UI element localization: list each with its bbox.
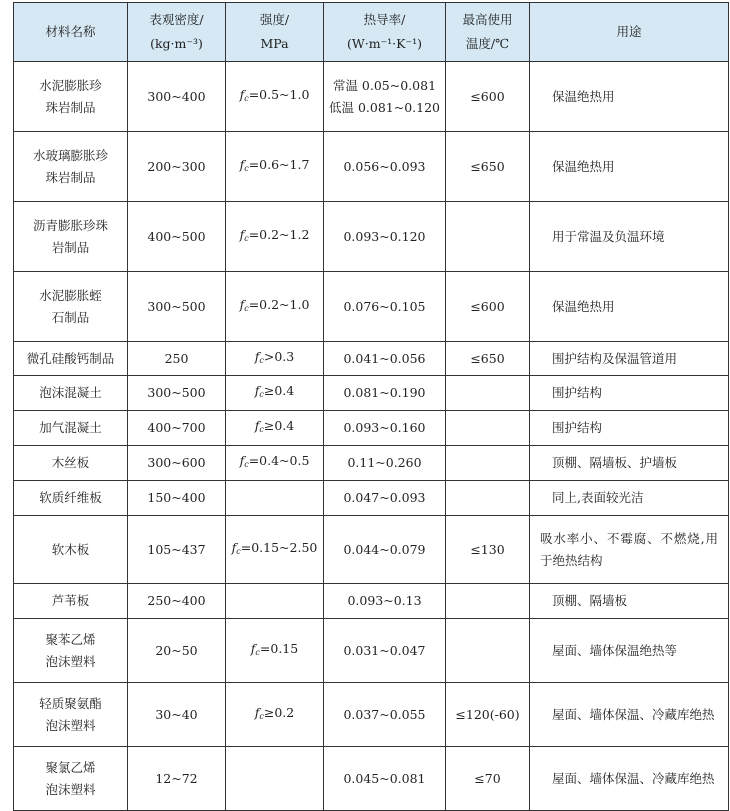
material-name: 轻质聚氨酯 泡沫塑料 [14, 683, 128, 747]
table-row [14, 516, 729, 584]
density-value: 250~400 [128, 584, 226, 619]
material-name: 软质纤维板 [14, 481, 128, 516]
table-row [14, 446, 729, 481]
conductivity-value: 0.081~0.190 [324, 376, 446, 411]
max-temp-value: ≤650 [446, 132, 530, 202]
strength-value: $f_c>0.3$ [226, 342, 324, 376]
material-name: 水玻璃膨胀珍 珠岩制品 [14, 132, 128, 202]
table-row [14, 683, 729, 747]
strength-value: $f_c=0.15$ [226, 619, 324, 683]
density-value: 105~437 [128, 516, 226, 584]
density-value: 300~600 [128, 446, 226, 481]
fc-symbol: $f_c$ [250, 640, 260, 657]
strength-value: $f_c=0.15\sim 2.50$ [226, 516, 324, 584]
table-row [14, 272, 729, 342]
strength-value [226, 481, 324, 516]
table-row [14, 619, 729, 683]
table-row [14, 342, 729, 376]
use-value: 围护结构 [530, 411, 729, 446]
conductivity-value: 0.047~0.093 [324, 481, 446, 516]
use-value: 顶棚、隔墙板 [530, 584, 729, 619]
conductivity-value: 0.11~0.260 [324, 446, 446, 481]
material-name: 水泥膨胀蛭 石制品 [14, 272, 128, 342]
max-temp-value [446, 411, 530, 446]
max-temp-value [446, 584, 530, 619]
use-value: 顶棚、隔墙板、护墙板 [530, 446, 729, 481]
conductivity-value: 0.093~0.13 [324, 584, 446, 619]
use-value: 同上,表面较光洁 [530, 481, 729, 516]
material-name: 水泥膨胀珍 珠岩制品 [14, 62, 128, 132]
density-value: 12~72 [128, 747, 226, 811]
conductivity-value: 0.045~0.081 [324, 747, 446, 811]
header-use: 用途 [530, 3, 729, 62]
table-row [14, 202, 729, 272]
fc-symbol: $f_c$ [254, 383, 264, 399]
material-name: 泡沫混凝土 [14, 376, 128, 411]
table-row [14, 747, 729, 811]
header-conductivity: 热导率/ (W·m⁻¹·K⁻¹) [324, 3, 446, 62]
table-row [14, 62, 729, 132]
fc-symbol: $f_c$ [239, 296, 249, 313]
table-row [14, 132, 729, 202]
max-temp-value: ≤70 [446, 747, 530, 811]
header-density: 表观密度/ (kg·m⁻³) [128, 3, 226, 62]
max-temp-value [446, 481, 530, 516]
max-temp-value: ≤650 [446, 342, 530, 376]
fc-symbol: $f_c$ [239, 453, 249, 469]
material-name: 木丝板 [14, 446, 128, 481]
use-value: 屋面、墙体保温绝热等 [530, 619, 729, 683]
material-name: 芦苇板 [14, 584, 128, 619]
fc-symbol: $f_c$ [254, 348, 264, 365]
density-value: 300~400 [128, 62, 226, 132]
fc-symbol: $f_c$ [254, 418, 264, 434]
material-name: 软木板 [14, 516, 128, 584]
strength-value: $f_c=0.6\sim 1.7$ [226, 132, 324, 202]
density-value: 300~500 [128, 376, 226, 411]
use-value: 围护结构 [530, 376, 729, 411]
table-row [14, 411, 729, 446]
conductivity-value: 0.037~0.055 [324, 683, 446, 747]
density-value: 150~400 [128, 481, 226, 516]
use-value: 吸水率小、不霉腐、不燃烧,用于绝热结构 [530, 516, 729, 584]
material-name: 微孔硅酸钙制品 [14, 342, 128, 376]
material-name: 加气混凝土 [14, 411, 128, 446]
density-value: 20~50 [128, 619, 226, 683]
use-value: 屋面、墙体保温、冷藏库绝热 [530, 683, 729, 747]
max-temp-value: ≤120(-60) [446, 683, 530, 747]
header-max-temp: 最高使用 温度/℃ [446, 3, 530, 62]
strength-value [226, 584, 324, 619]
density-value: 400~700 [128, 411, 226, 446]
insulation-materials-table [13, 2, 729, 811]
conductivity-value: 0.056~0.093 [324, 132, 446, 202]
material-name: 沥青膨胀珍珠 岩制品 [14, 202, 128, 272]
strength-value: $f_c=0.2\sim 1.2$ [226, 202, 324, 272]
strength-value: $f_c\ge 0.4$ [226, 376, 324, 411]
use-value: 用于常温及负温环境 [530, 202, 729, 272]
fc-symbol: $f_c$ [239, 86, 249, 103]
use-value: 屋面、墙体保温、冷藏库绝热 [530, 747, 729, 811]
max-temp-value [446, 376, 530, 411]
table-row [14, 481, 729, 516]
use-value: 保温绝热用 [530, 62, 729, 132]
strength-value [226, 747, 324, 811]
density-value: 300~500 [128, 272, 226, 342]
strength-value: $f_c\ge 0.2$ [226, 683, 324, 747]
density-value: 200~300 [128, 132, 226, 202]
header-name: 材料名称 [14, 3, 128, 62]
use-value: 保温绝热用 [530, 272, 729, 342]
strength-value: $f_c\ge 0.4$ [226, 411, 324, 446]
density-value: 30~40 [128, 683, 226, 747]
max-temp-value: ≤600 [446, 62, 530, 132]
max-temp-value: ≤600 [446, 272, 530, 342]
max-temp-value [446, 446, 530, 481]
strength-value: $f_c=0.5\sim 1.0$ [226, 62, 324, 132]
density-value: 400~500 [128, 202, 226, 272]
table-row [14, 584, 729, 619]
use-value: 围护结构及保温管道用 [530, 342, 729, 376]
max-temp-value: ≤130 [446, 516, 530, 584]
density-value: 250 [128, 342, 226, 376]
material-name: 聚苯乙烯 泡沫塑料 [14, 619, 128, 683]
max-temp-value [446, 619, 530, 683]
fc-symbol: $f_c$ [239, 156, 249, 173]
strength-value: $f_c=0.4\sim 0.5$ [226, 446, 324, 481]
fc-symbol: $f_c$ [254, 704, 264, 721]
fc-symbol: $f_c$ [239, 226, 249, 243]
table-row [14, 376, 729, 411]
strength-value: $f_c=0.2\sim 1.0$ [226, 272, 324, 342]
material-name: 聚氯乙烯 泡沫塑料 [14, 747, 128, 811]
fc-symbol: $f_c$ [231, 539, 241, 556]
use-value: 保温绝热用 [530, 132, 729, 202]
conductivity-value: 0.093~0.120 [324, 202, 446, 272]
conductivity-value: 0.093~0.160 [324, 411, 446, 446]
max-temp-value [446, 202, 530, 272]
conductivity-value: 常温 0.05~0.081 低温 0.081~0.120 [324, 62, 446, 132]
conductivity-value: 0.041~0.056 [324, 342, 446, 376]
conductivity-value: 0.044~0.079 [324, 516, 446, 584]
header-row [14, 3, 729, 62]
header-strength: 强度/ MPa [226, 3, 324, 62]
conductivity-value: 0.031~0.047 [324, 619, 446, 683]
conductivity-value: 0.076~0.105 [324, 272, 446, 342]
